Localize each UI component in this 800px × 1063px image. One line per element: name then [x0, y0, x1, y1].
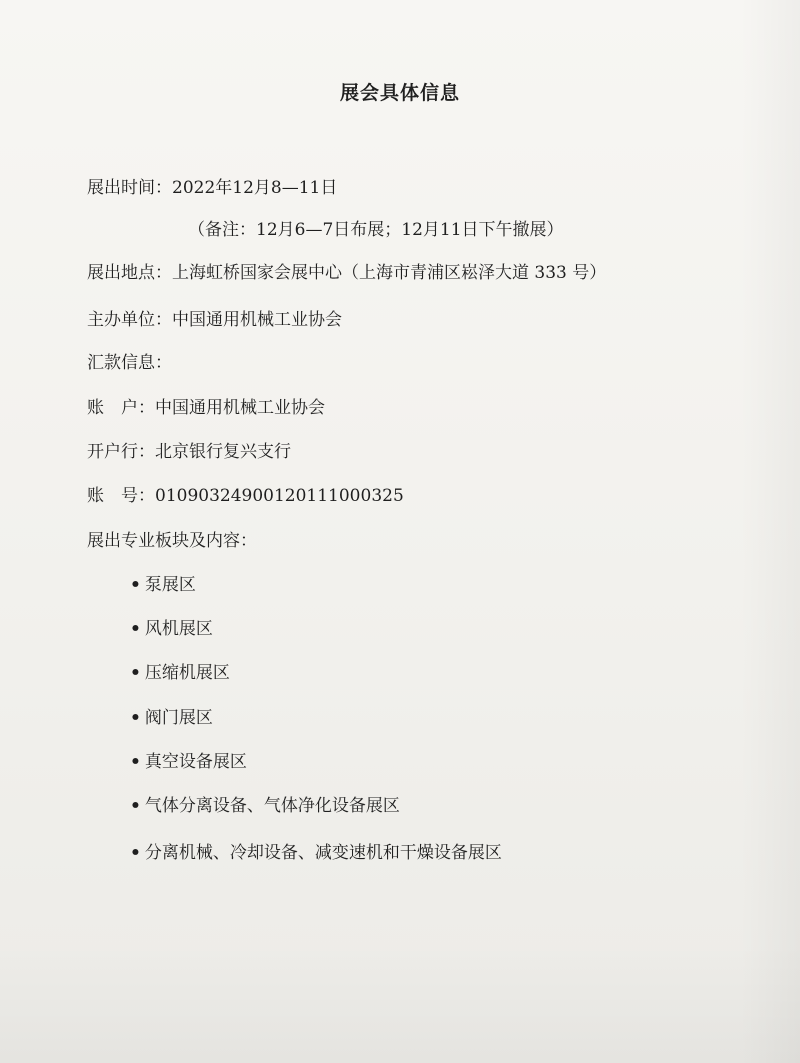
exhibition-location-line	[87, 262, 606, 284]
exhibition-location-label: 展出地点：	[87, 263, 172, 283]
exhibition-time-line	[87, 177, 337, 199]
list-item	[130, 574, 196, 596]
organizer-label: 主办单位：	[87, 310, 172, 330]
bullet-icon: •	[130, 708, 141, 728]
account-number-value: 01090324900120111000325	[155, 486, 404, 506]
bank-value: 北京银行复兴支行	[155, 442, 291, 462]
account-name-line	[87, 397, 325, 419]
bullet-icon: •	[130, 663, 141, 683]
list-item	[130, 707, 213, 729]
account-name-label: 账 户：	[87, 398, 155, 418]
bullet-icon: •	[130, 843, 141, 863]
exhibition-location-value: 上海虹桥国家会展中心（上海市青浦区崧泽大道 333 号）	[172, 263, 607, 283]
page-title: 展会具体信息	[339, 82, 460, 104]
list-item	[130, 842, 502, 864]
list-item-label: 风机展区	[144, 619, 213, 639]
bullet-icon: •	[130, 752, 141, 772]
bullet-icon: •	[130, 796, 141, 816]
organizer-value: 中国通用机械工业协会	[172, 310, 342, 330]
list-item-label: 气体分离设备、气体净化设备展区	[144, 796, 400, 816]
list-item-label: 分离机械、冷却设备、减变速机和干燥设备展区	[144, 843, 502, 863]
remittance-heading: 汇款信息：	[87, 353, 172, 373]
list-item-label: 压缩机展区	[144, 663, 230, 683]
account-name-value: 中国通用机械工业协会	[155, 398, 325, 418]
bullet-icon: •	[130, 619, 141, 639]
account-number-line	[87, 485, 404, 507]
account-number-label: 账 号：	[87, 486, 155, 506]
page-shadow-bottom	[0, 943, 800, 1063]
list-item	[130, 618, 213, 640]
list-item-label: 泵展区	[144, 575, 196, 595]
list-item	[130, 795, 400, 817]
bullet-icon: •	[130, 575, 141, 595]
exhibition-time-value: 2022年12月8—11日	[172, 178, 338, 198]
sections-heading: 展出专业板块及内容：	[87, 531, 257, 551]
list-item	[130, 662, 230, 684]
bank-label: 开户行：	[87, 442, 155, 462]
page-shadow-right	[740, 0, 800, 1063]
list-item	[130, 751, 247, 773]
organizer-line	[87, 309, 342, 331]
bank-line	[87, 441, 291, 463]
setup-note: （备注：12月6—7日布展；12月11日下午撤展）	[188, 220, 564, 240]
list-item-label: 阀门展区	[144, 708, 213, 728]
exhibition-time-label: 展出时间：	[87, 178, 172, 198]
list-item-label: 真空设备展区	[144, 752, 247, 772]
